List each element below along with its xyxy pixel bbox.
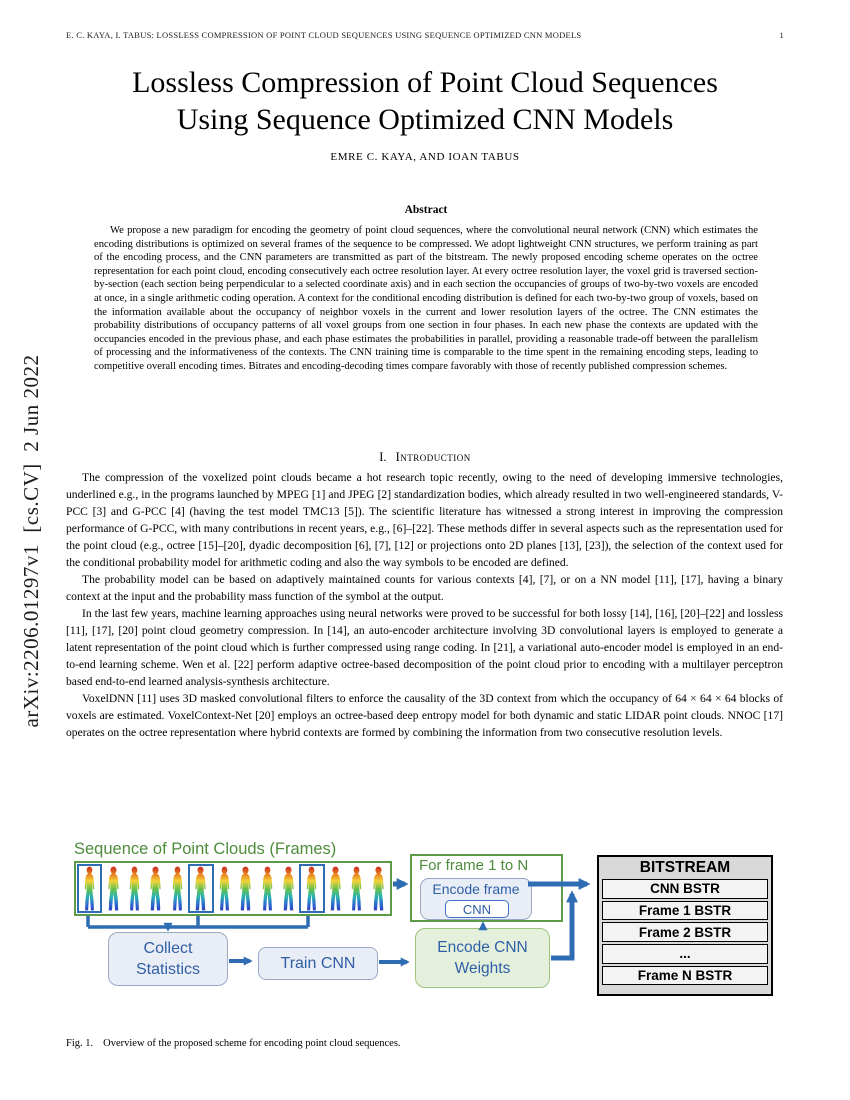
title-line-2: Using Sequence Optimized CNN Models xyxy=(176,103,674,136)
bitstream-row-ellipsis: ... xyxy=(602,944,768,964)
point-cloud-figure xyxy=(326,866,345,912)
intro-paragraph-3: In the last few years, machine learning approaches using neural networks were proved to be successful for both lossy [14], [16], [20]–[22] and lossless [11], [17], [20] point cloud geometry compression. In [14], an auto-encoder architecture involving 3D convolutional layers is employed to generate a latent representation of the point cloud which is further compressed using range coding. In [21], a variational auto-encoder model is employed in an end-to-end learning scheme. Wen et al. [22] perform adaptive octree-based decomposition of the point cloud prior to encoding with a multilayer perceptron based end-to-end learned analysis-synthesis architecture. xyxy=(66,607,783,688)
bitstream-row-frame2: Frame 2 BSTR xyxy=(602,922,768,942)
frame xyxy=(278,864,299,913)
bitstream-box xyxy=(597,855,773,996)
bitstream-row-cnn: CNN BSTR xyxy=(602,879,768,899)
point-cloud-figure xyxy=(369,866,388,912)
figure-1-diagram xyxy=(66,840,783,1012)
for-frame-loop-box xyxy=(410,854,563,922)
running-header-text: E. C. KAYA, I. TABUS: LOSSLESS COMPRESSION OF POINT CLOUD SEQUENCES USING SEQUENCE OPTIMIZED CNN MODELS xyxy=(66,30,582,40)
figure-1-caption xyxy=(66,1038,783,1049)
running-header xyxy=(66,30,784,40)
intro-paragraph-4: VoxelDNN [11] uses 3D masked convolutional filters to enforce the causality of the 3D context from which the occupancy of 64 × 64 × 64 blocks of voxels are estimated. VoxelContext-Net [20] employs an octree-based deep entropy model for both dynamic and static LIDAR point clouds. NNOC [17] operates on the octree representation where hybrid contexts are formed by combining the information from two consecutive resolution levels. xyxy=(66,692,783,739)
point-cloud-figure xyxy=(348,866,366,912)
section-title: Introduction xyxy=(395,450,471,464)
frame xyxy=(256,864,277,913)
abstract-text: We propose a new paradigm for encoding the geometry of point cloud sequences, where the convolutional neural network (CNN) which estimates the encoding distributions is optimized on several frames of the sequence to be compressed. We adopt lightweight CNN structures, we perform training as part of the encoding process, and the CNN parameters are transmitted as part of the bitstream. The newly proposed encoding scheme operates on the octree representation for each point cloud, encoding consecutively each octree resolution layer. At every octree resolution layer, the voxel grid is traversed section-by-section (each section being perpendicular to a selected coordinate axis) and in each section the occupancies of groups of two-by-two voxels are encoded at once, in a single arithmetic coding operation. A context for the conditional encoding distribution is defined for each two-by-two group of voxels, based on the information available about the occupancy of neighbor voxels in the current and lower resolution layers of the octree. The CNN estimates the probability distributions of occupancy patterns of all voxel groups from one section in four phases. In each new phase the contexts are updated with the occupancies encoded in the previous phase, and each phase estimates the probabilities in parallel, providing a reasonable trade-off between the parallelism of processing and the informativeness of the contexts. The CNN training time is comparable to the time spent in the remaining encoding steps, leading to competitive overall encoding times. Bitrates and encoding-decoding times compare favorably with those of recently published compression schemes. xyxy=(94,225,758,372)
bus-lines-highlighted-frames xyxy=(88,916,308,927)
encode-frame-box xyxy=(420,878,532,920)
frame xyxy=(367,864,388,913)
figure-1 xyxy=(66,840,783,1049)
point-cloud-figure xyxy=(126,866,144,912)
frame xyxy=(235,864,256,913)
abstract-section xyxy=(94,204,758,374)
encode-frame-label: Encode frame xyxy=(432,881,520,897)
bitstream-title: BITSTREAM xyxy=(639,859,731,876)
abstract-heading: Abstract xyxy=(404,204,448,216)
section-heading-introduction xyxy=(0,450,850,465)
arxiv-watermark: arXiv:2206.01297v1 [cs.CV] 2 Jun 2022 xyxy=(19,354,43,728)
point-cloud-figure xyxy=(236,866,255,912)
bitstream-row-frame1: Frame 1 BSTR xyxy=(602,901,768,921)
point-cloud-figure xyxy=(81,866,99,912)
train-cnn-box: Train CNN xyxy=(258,947,378,980)
paper-title xyxy=(0,64,850,138)
highlighted-frame xyxy=(77,864,102,913)
page-number: 1 xyxy=(779,30,784,40)
figure-caption-label: Fig. 1. xyxy=(66,1038,94,1049)
highlighted-frame xyxy=(299,864,324,913)
frame xyxy=(167,864,188,913)
frame xyxy=(145,864,166,913)
frame xyxy=(124,864,145,913)
intro-paragraph-2: The probability model can be based on adaptively maintained counts for various contexts [4], [7], or on a NN model [11], [17], having a binary context at the input and the probability mass function of the symbol at the output. xyxy=(66,573,783,603)
point-cloud-figure xyxy=(146,866,165,912)
for-frame-label: For frame 1 to N xyxy=(419,857,529,874)
authors-line: EMRE C. KAYA, AND IOAN TABUS xyxy=(330,151,520,163)
frame xyxy=(102,864,123,913)
point-cloud-figure xyxy=(303,866,321,912)
title-line-1: Lossless Compression of Point Cloud Sequences xyxy=(132,66,718,99)
point-cloud-figure xyxy=(215,866,233,912)
frame xyxy=(214,864,235,913)
collect-statistics-box: Collect Statistics xyxy=(108,932,228,986)
intro-paragraph-1: The compression of the voxelized point clouds became a hot research topic recently, owing to the need of developing immersive technologies, underlined e.g., in the programs launched by MPEG [1] and JPEG [2] standardization bodies, which already resulted in two well-engineered standards, V-PCC [3] and G-PCC [4] (having the test model TMC13 [5]). The scientific literature has witnessed a strong interest in improving the compression performance of G-PCC, with many contributions in recent years, e.g., [6]–[22]. These methods differ in several aspects such as the representation used for the point cloud (e.g., octree [15]–[20], dyadic decomposition [6], [7], [12] or projections onto 2D planes [13], [23]), the selection of the context used for the conditional probability model for arithmetic coding and also the way symbols to be encoded are defined. xyxy=(66,471,783,569)
sequence-label: Sequence of Point Clouds (Frames) xyxy=(74,840,337,858)
point-cloud-figure xyxy=(169,866,187,912)
frame xyxy=(325,864,346,913)
highlighted-frame xyxy=(188,864,213,913)
point-cloud-figure xyxy=(104,866,123,912)
point-cloud-figure xyxy=(258,866,276,912)
introduction-body xyxy=(66,469,783,741)
frame xyxy=(346,864,367,913)
point-cloud-sequence-box xyxy=(74,861,392,916)
section-number: I. xyxy=(379,450,387,464)
point-cloud-figure xyxy=(191,866,210,912)
point-cloud-figure xyxy=(279,866,298,912)
cnn-box: CNN xyxy=(445,900,509,918)
figure-caption-text: Overview of the proposed scheme for encoding point cloud sequences. xyxy=(103,1038,401,1049)
bitstream-row-frameN: Frame N BSTR xyxy=(602,966,768,986)
encode-cnn-weights-box: Encode CNN Weights xyxy=(415,928,550,988)
